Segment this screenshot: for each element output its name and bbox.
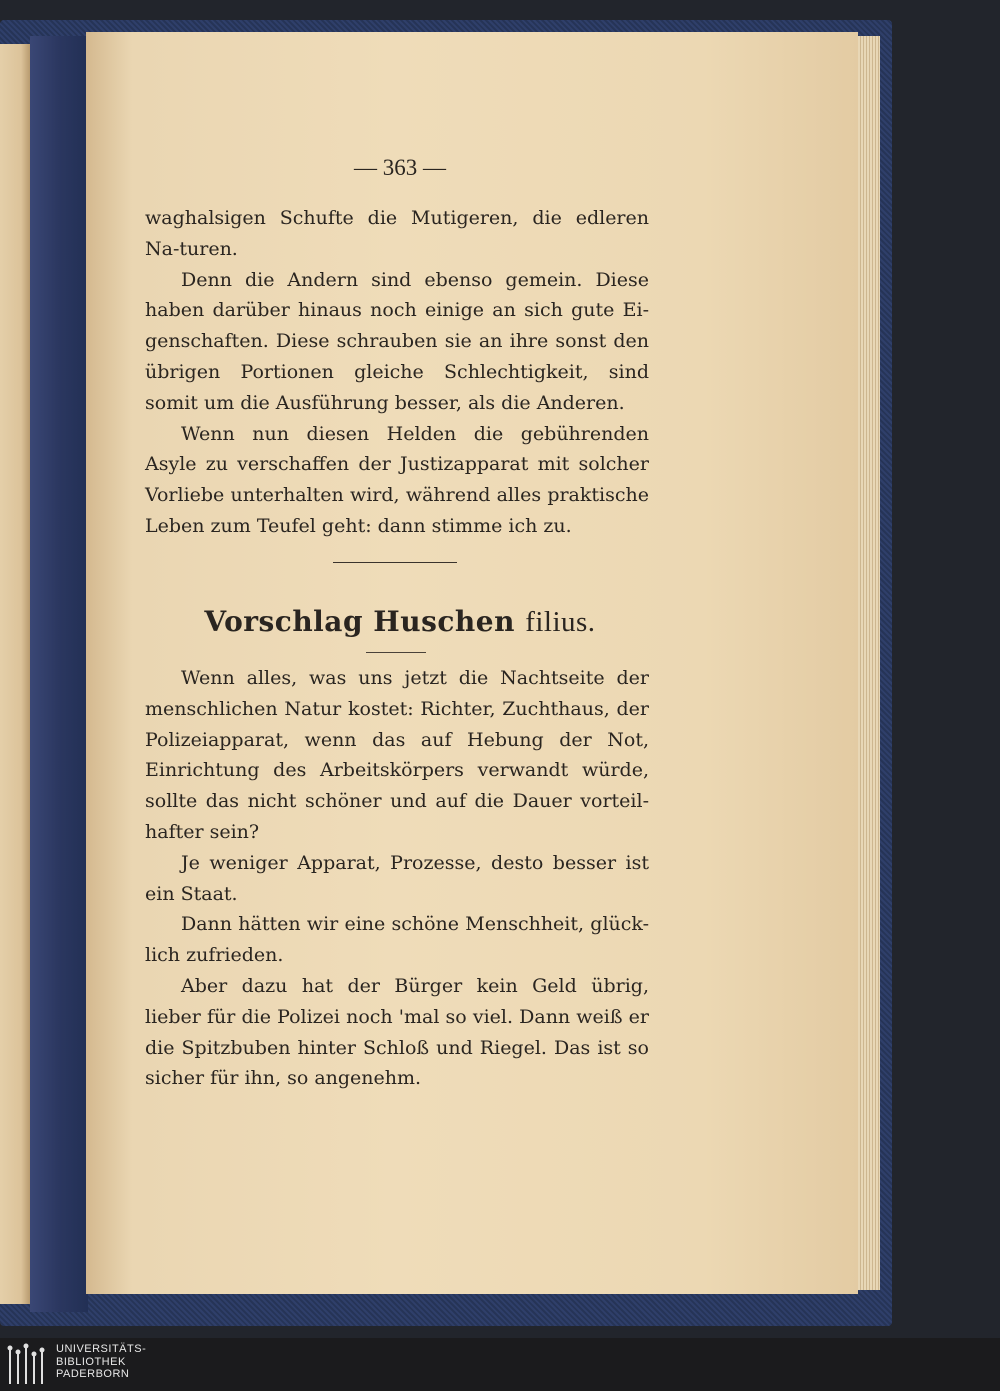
section-divider [333,562,457,563]
library-name-line: UNIVERSITÄTS- [56,1343,147,1355]
library-name-line: PADERBORN [56,1368,130,1380]
paragraph: waghalsigen Schufte die Mutigeren, die edleren Na-turen. [145,207,649,260]
library-logo-icon [4,1342,48,1388]
section-heading [0,605,800,639]
left-page-edge [0,44,30,1304]
heading-fraktur: Vorschlag Huschen [204,605,515,638]
book-gutter [30,36,88,1312]
heading-underline [366,652,426,653]
library-name-line: BIBLIOTHEK [56,1355,126,1368]
paragraph: Denn die Andern sind ebenso gemein. Diese haben darüber hinaus noch einige an sich gute Ei-genschaften. Diese schrauben sie an ihre sonst den übrigen Portionen gleiche Schlechtigkeit, sind somit um die Ausführung besser, als die Anderen. [145,268,649,414]
page-edges [858,36,880,1290]
paragraph: Wenn nun diesen Helden die gebührenden Asyle zu verschaffen der Justizapparat mit solcher Vorliebe unterhalten wird, während alles praktische Leben zum Teufel geht: dann stimme ich zu. [145,422,649,537]
page-number: — 363 — [354,155,446,180]
text-block-bottom [145,663,649,1094]
paragraph: Aber dazu hat der Bürger kein Geld übrig, lieber für die Polizei noch 'mal so viel. Dann weiß er die Spitzbuben hinter Schloß und Riegel. Das ist so sicher für ihn, so angenehm. [145,974,649,1090]
paragraph: Je weniger Apparat, Prozesse, desto besser ist ein Staat. [145,851,649,905]
text-block-top [145,203,649,542]
heading-latin: filius. [525,606,596,638]
paragraph: Dann hätten wir eine schöne Menschheit, glück-lich zufrieden. [145,913,649,967]
footer-bar [0,1338,1000,1391]
paragraph: Wenn alles, was uns jetzt die Nachtseite der menschlichen Natur kostet: Richter, Zuchthaus, der Polizeiapparat, wenn das auf Hebung der Not, Einrichtung des Arbeitskörpers verwandt würde, sollte das nicht schöner und auf die Dauer vorteil-hafter sein? [145,667,649,843]
library-name [56,1343,146,1381]
